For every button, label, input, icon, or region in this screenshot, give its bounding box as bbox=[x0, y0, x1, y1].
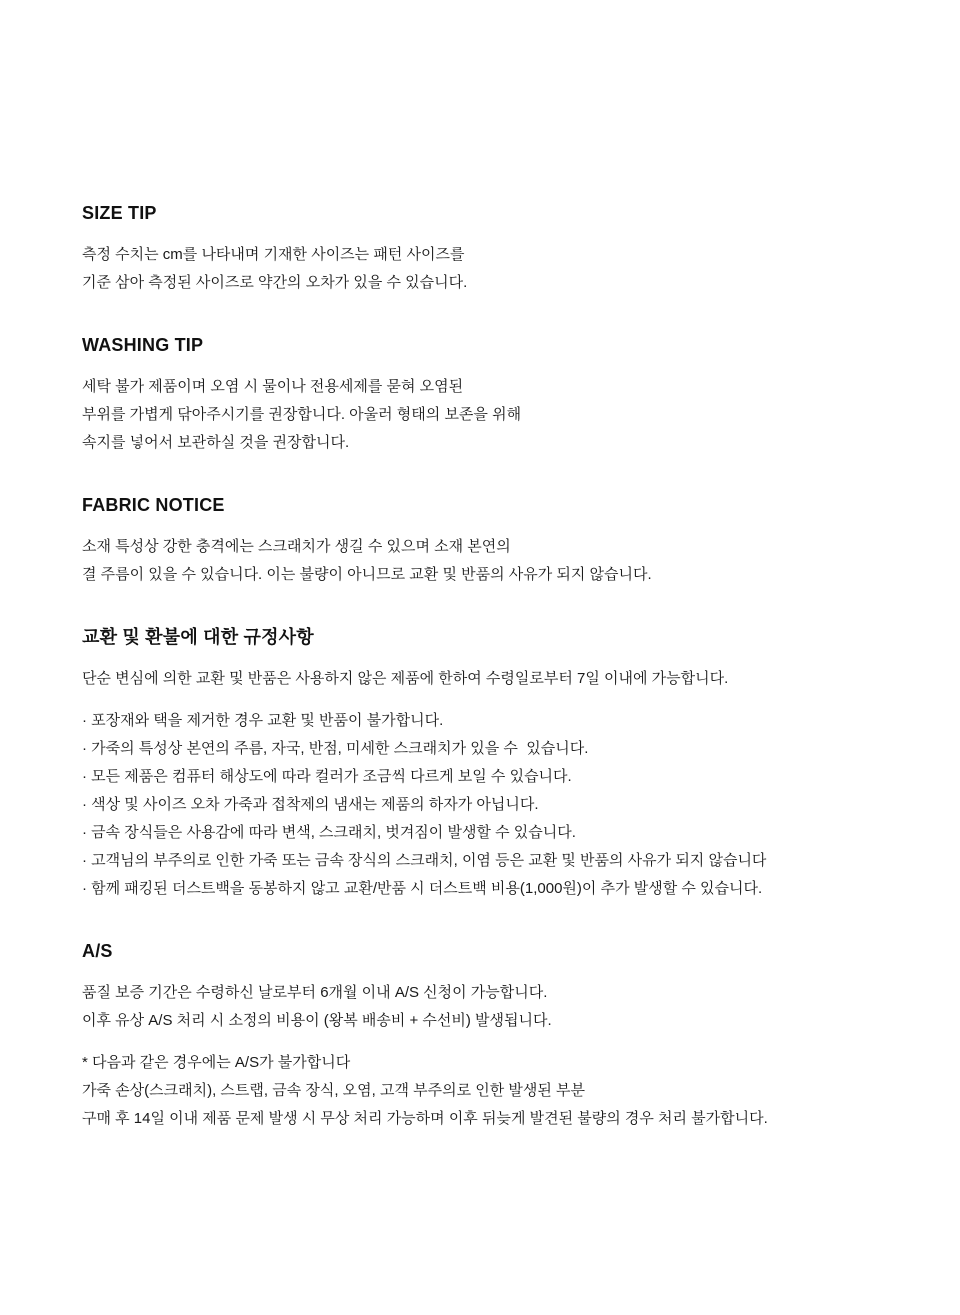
text-line: 소재 특성상 강한 충격에는 스크래치가 생길 수 있으며 소재 본연의 bbox=[82, 538, 511, 555]
paragraph bbox=[82, 533, 900, 589]
bullet-list bbox=[82, 707, 900, 903]
text-line: 속지를 넣어서 보관하실 것을 권장합니다. bbox=[82, 434, 350, 451]
text-line: 단순 변심에 의한 교환 및 반품은 사용하지 않은 제품에 한하여 수령일로부터 7일 이내에 가능합니다. bbox=[82, 670, 729, 687]
text-line: 세탁 불가 제품이며 오염 시 물이나 전용세제를 묻혀 오염된 bbox=[82, 378, 464, 395]
section-fabric-notice bbox=[82, 491, 900, 589]
paragraph bbox=[82, 665, 900, 693]
bullet-item: · 함께 패킹된 더스트백을 동봉하지 않고 교환/반품 시 더스트백 비용(1,000원)이 추가 발생할 수 있습니다. bbox=[82, 880, 763, 897]
section-heading-fabric-notice: FABRIC NOTICE bbox=[82, 495, 225, 515]
text-line: 구매 후 14일 이내 제품 문제 발생 시 무상 처리 가능하며 이후 뒤늦게 발견된 불량의 경우 처리 불가합니다. bbox=[82, 1110, 768, 1127]
paragraph bbox=[82, 241, 900, 297]
section-washing-tip bbox=[82, 331, 900, 457]
section-after-service bbox=[82, 937, 900, 1133]
text-line: 결 주름이 있을 수 있습니다. 이는 불량이 아니므로 교환 및 반품의 사유가 되지 않습니다. bbox=[82, 566, 652, 583]
section-heading-size-tip: SIZE TIP bbox=[82, 203, 157, 223]
paragraph bbox=[82, 1049, 900, 1133]
section-exchange-refund-policy bbox=[82, 623, 900, 903]
paragraph bbox=[82, 373, 900, 457]
text-line: 측정 수치는 cm를 나타내며 기재한 사이즈는 패턴 사이즈를 bbox=[82, 246, 465, 263]
bullet-item: · 포장재와 택을 제거한 경우 교환 및 반품이 불가합니다. bbox=[82, 712, 444, 729]
bullet-item: · 금속 장식들은 사용감에 따라 변색, 스크래치, 벗겨짐이 발생할 수 있습니다. bbox=[82, 824, 576, 841]
text-line: 부위를 가볍게 닦아주시기를 권장합니다. 아울러 형태의 보존을 위해 bbox=[82, 406, 522, 423]
bullet-item: · 모든 제품은 컴퓨터 해상도에 따라 컬러가 조금씩 다르게 보일 수 있습니다. bbox=[82, 768, 572, 785]
text-line: * 다음과 같은 경우에는 A/S가 불가합니다 bbox=[82, 1054, 351, 1071]
bullet-item: · 색상 및 사이즈 오차 가죽과 접착제의 냄새는 제품의 하자가 아닙니다. bbox=[82, 796, 539, 813]
text-line: 품질 보증 기간은 수령하신 날로부터 6개월 이내 A/S 신청이 가능합니다. bbox=[82, 984, 548, 1001]
text-line: 가죽 손상(스크래치), 스트랩, 금속 장식, 오염, 고객 부주의로 인한 발생된 부분 bbox=[82, 1082, 586, 1099]
bullet-item: · 가죽의 특성상 본연의 주름, 자국, 반점, 미세한 스크래치가 있을 수 있습니다. bbox=[82, 740, 589, 757]
section-heading-after-service: A/S bbox=[82, 941, 113, 961]
section-heading-exchange-refund-policy: 교환 및 환불에 대한 규정사항 bbox=[82, 627, 314, 647]
bullet-item: · 고객님의 부주의로 인한 가죽 또는 금속 장식의 스크래치, 이염 등은 교환 및 반품의 사유가 되지 않습니다 bbox=[82, 852, 767, 869]
paragraph bbox=[82, 979, 900, 1035]
text-line: 기준 삼아 측정된 사이즈로 약간의 오차가 있을 수 있습니다. bbox=[82, 274, 468, 291]
section-heading-washing-tip: WASHING TIP bbox=[82, 335, 204, 355]
section-size-tip bbox=[82, 199, 900, 297]
text-line: 이후 유상 A/S 처리 시 소정의 비용이 (왕복 배송비 + 수선비) 발생됩니다. bbox=[82, 1012, 552, 1029]
